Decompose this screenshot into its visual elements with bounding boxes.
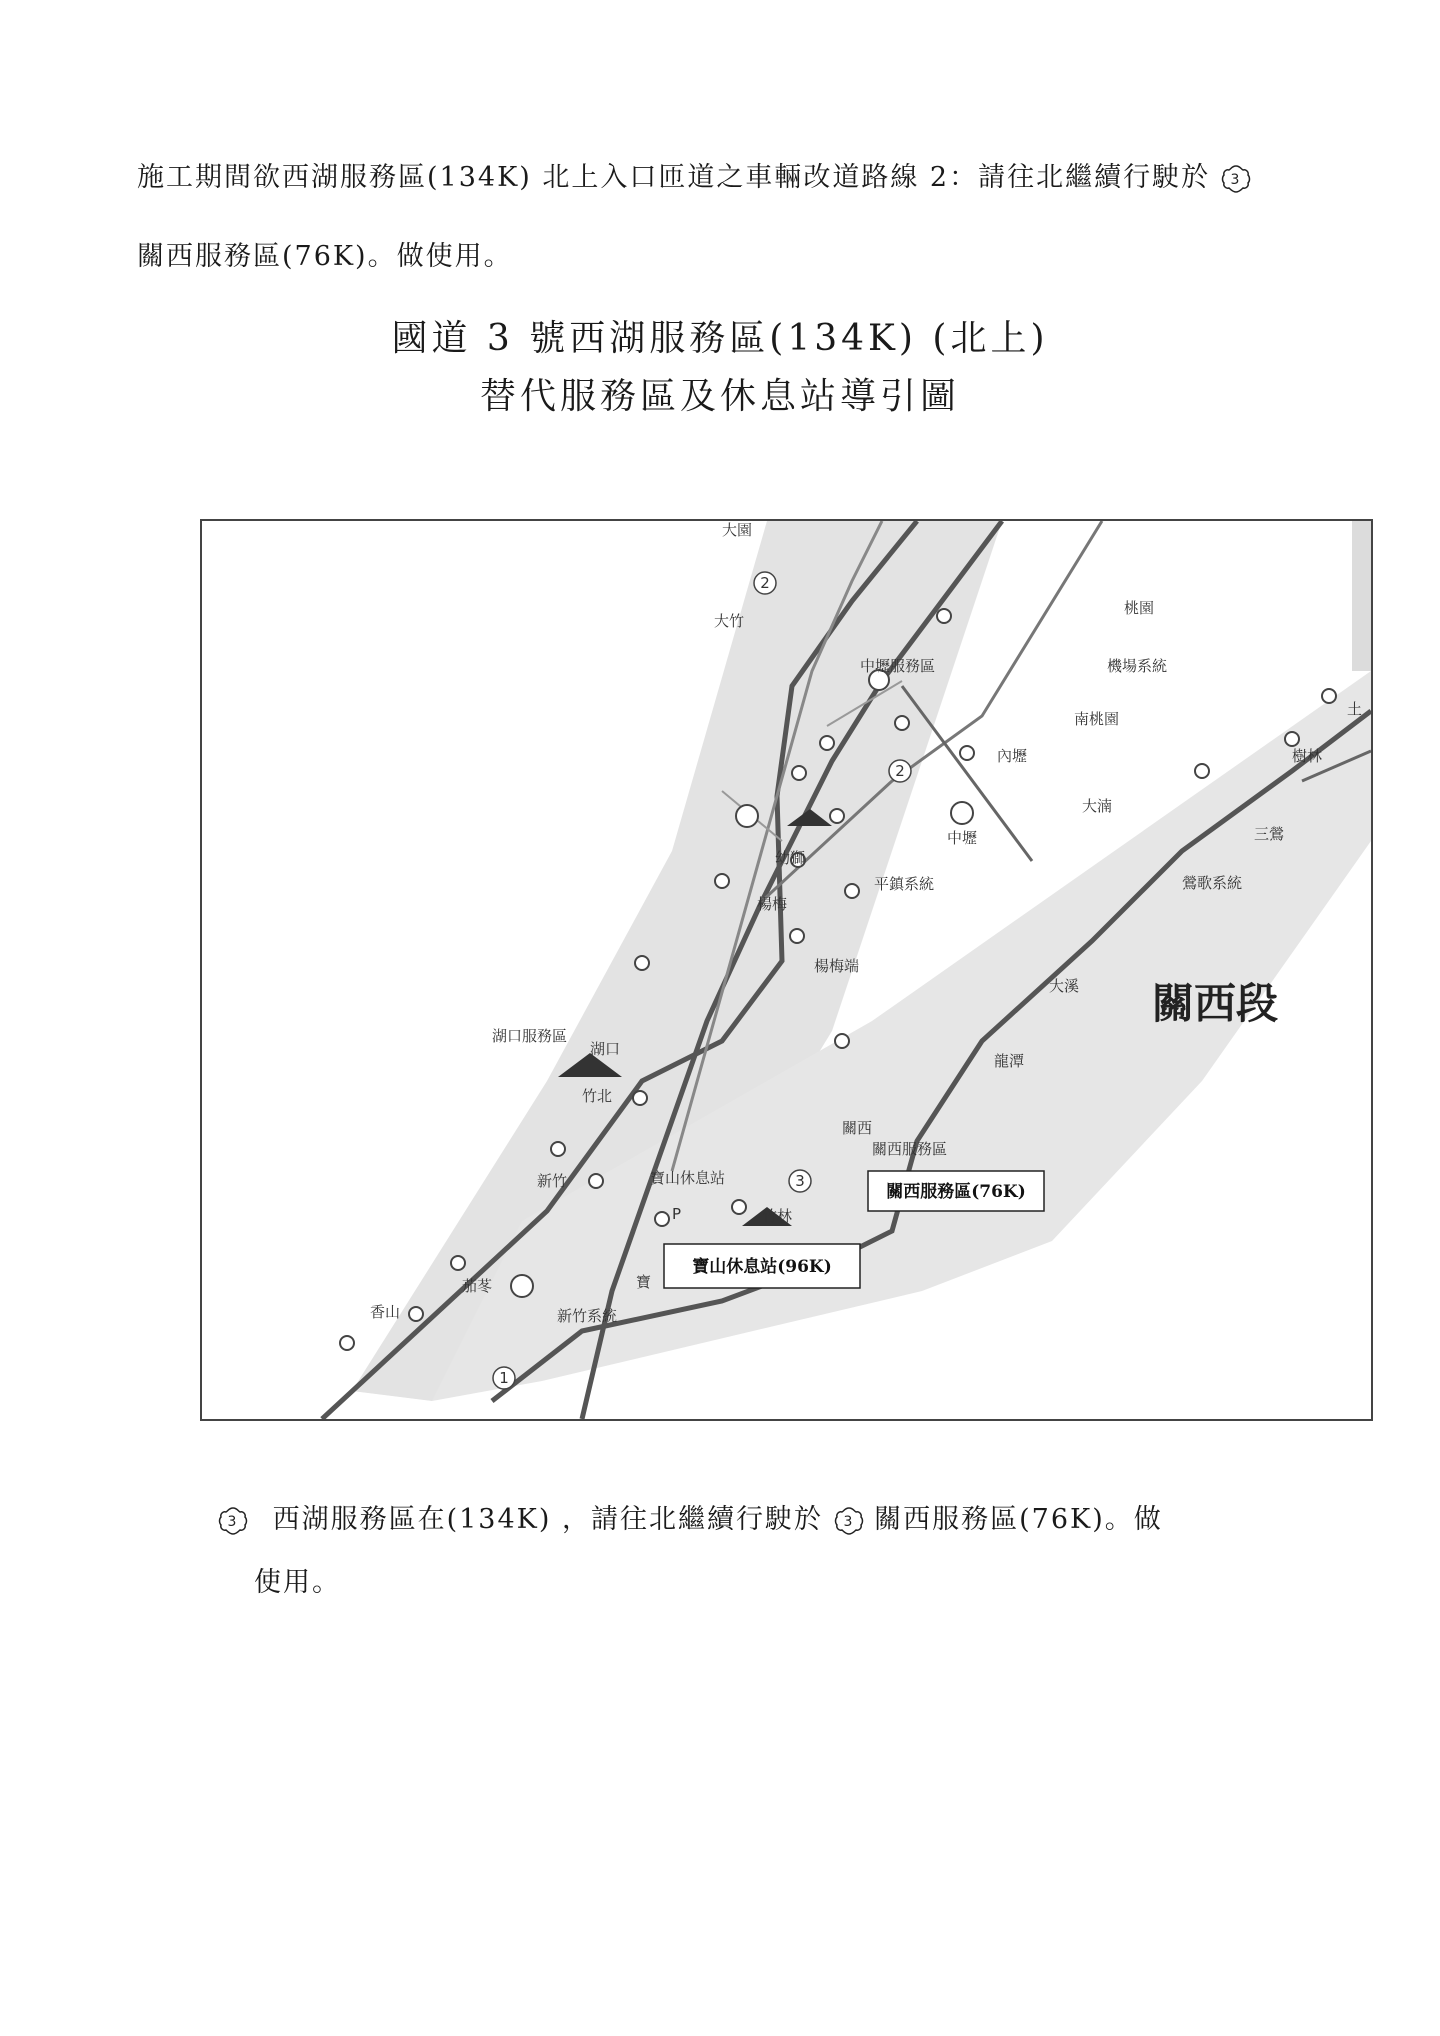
label-guanxi-section: 關西段 [1152,979,1279,1028]
page-title: 國道 3 號西湖服務區(134K) (北上) [391,318,1049,359]
svg-text:關西服務區(76K): 關西服務區(76K) [886,1182,1026,1202]
page-subtitle: 替代服務區及休息站導引圖 [479,376,960,417]
route-3-badge-icon [218,1506,248,1536]
label-sanying: 三鶯 [1254,825,1285,843]
outro-text-1a: 西湖服務區在(134K) ，請往北繼續行駛於 [272,1504,823,1535]
label-guanxi: 關西 [842,1119,873,1137]
label-xinzhu: 新竹 [537,1172,568,1190]
route-2-shield-b [889,760,911,782]
svg-text:3: 3 [227,1513,239,1530]
blank-area [1187,521,1371,641]
svg-text:3: 3 [1230,171,1242,188]
svg-text:寶山休息站(96K): 寶山休息站(96K) [692,1257,832,1277]
label-nantaoyuan: 南桃園 [1074,710,1120,728]
label-neili: 內壢 [997,747,1028,765]
label-daxi: 大溪 [1049,977,1080,995]
label-xinzhu-sys: 新竹系統 [557,1307,618,1325]
label-xiangshan: 香山 [370,1303,401,1321]
route-2-shield-a [754,572,776,594]
intro-line-2: 關西服務區(76K)。做使用。 [137,241,513,272]
label-yangmeizhan: 楊梅端 [814,957,860,975]
label-yingge: 鶯歌系統 [1182,874,1243,892]
outro-line-2: 使用。 [254,1567,341,1598]
callout-guanxi-sa [868,1171,1044,1211]
outro-text-1b: 關西服務區(76K)。做 [874,1504,1163,1535]
label-shulin: 樹林 [1292,747,1323,765]
outro-line-1 [218,1500,1163,1540]
label-guanxi-sa: 關西服務區 [872,1140,948,1158]
route-map [200,519,1373,1421]
intro-text-1: 施工期間欲西湖服務區(134K) 北上入口匝道之車輛改道路線 2：請往北繼續行駛於 [137,162,1211,193]
label-yangmei: 楊梅 [757,895,788,913]
label-taoyuan: 桃園 [1124,599,1155,617]
route-map-svg [202,521,1371,1419]
callout-baoshan-rest [664,1244,860,1288]
label-zhubei: 竹北 [582,1087,613,1105]
label-dahu: 大湳 [1082,797,1113,815]
label-bao: 寶 [636,1273,652,1291]
svg-text:2: 2 [895,762,905,780]
route-1-shield [493,1367,515,1389]
parking-icon: P [672,1205,682,1223]
label-hukou-sa: 湖口服務區 [492,1027,568,1045]
label-dayuan: 大園 [722,521,753,539]
route-3-badge-icon [834,1506,864,1536]
label-dazhu: 大竹 [714,612,745,630]
label-tu: 土 [1347,700,1363,718]
svg-text:1: 1 [499,1369,509,1387]
label-jichang: 機場系統 [1107,657,1168,675]
label-pingzhen: 平鎮系統 [874,875,935,893]
label-qieding: 茄苳 [462,1277,493,1295]
intro-line-1 [137,158,1251,198]
route-3-shield [789,1170,811,1192]
label-zhongli: 中壢 [947,829,978,847]
route-3-badge-icon [1221,164,1251,194]
svg-text:2: 2 [760,574,770,592]
label-hukou: 湖口 [590,1040,621,1058]
label-zhongli-sa: 中壢服務區 [860,657,936,675]
label-longtan: 龍潭 [994,1052,1025,1070]
svg-text:3: 3 [843,1513,855,1530]
label-youshi: 幼獅 [775,849,806,867]
svg-text:3: 3 [795,1172,805,1190]
label-zhulin: 竹林 [762,1207,793,1225]
label-baoshan-rest: 寶山休息站 [650,1169,726,1187]
